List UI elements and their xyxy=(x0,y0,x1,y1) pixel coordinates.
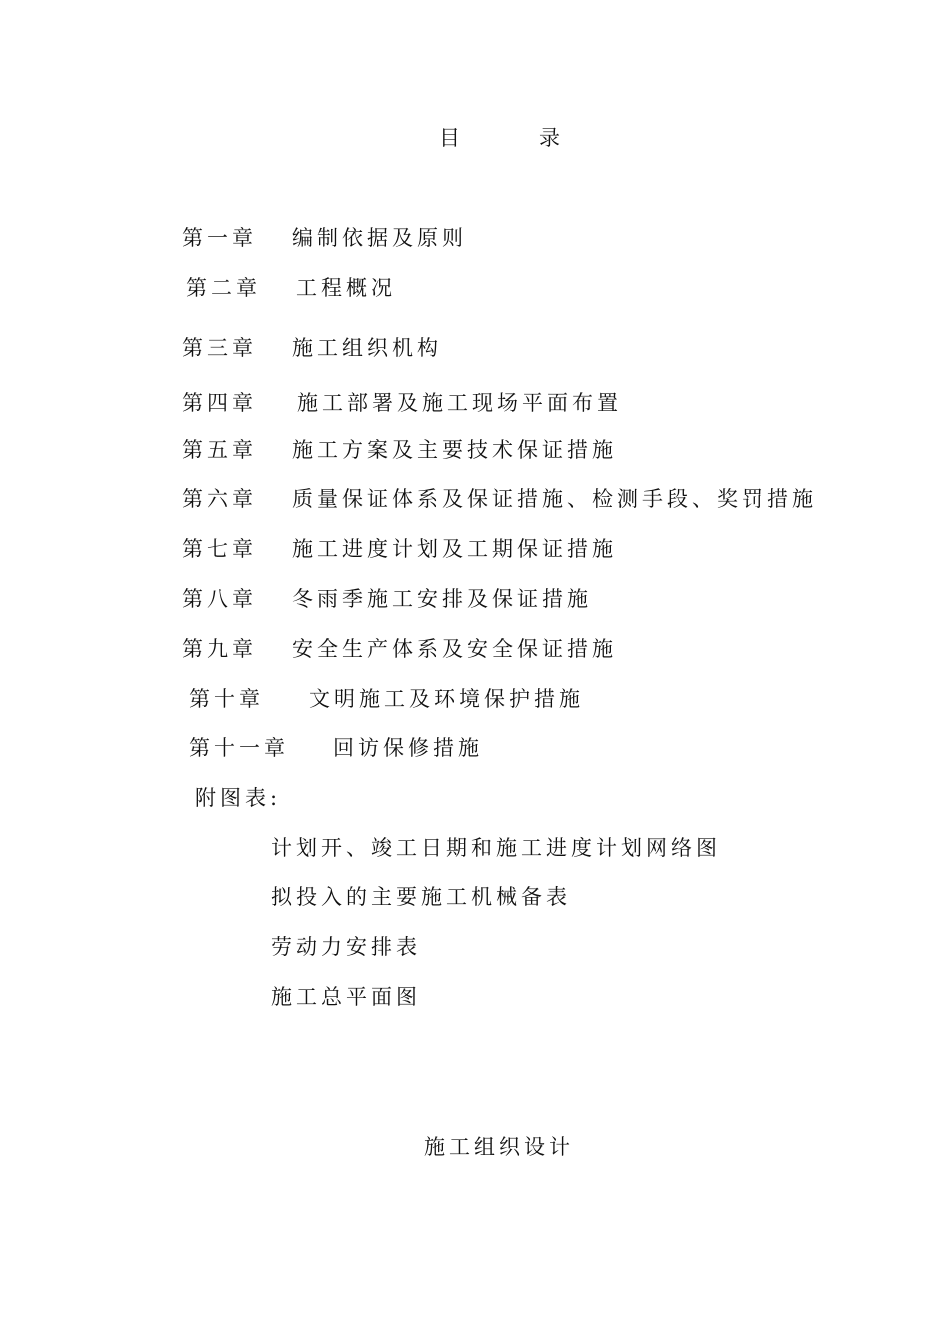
chapter-1-title: 编制依据及原则 xyxy=(292,226,467,250)
chapter-8-title: 冬雨季施工安排及保证措施 xyxy=(292,587,592,611)
chapter-7-title: 施工进度计划及工期保证措施 xyxy=(292,537,617,561)
chapter-9-title: 安全生产体系及安全保证措施 xyxy=(292,637,617,661)
chapter-8-number: 第八章 xyxy=(182,587,257,611)
chapter-2-number: 第二章 xyxy=(186,276,261,300)
chapter-2-title: 工程概况 xyxy=(296,276,396,300)
chapter-4-title: 施工部署及施工现场平面布置 xyxy=(297,391,622,415)
chapter-1-number: 第一章 xyxy=(182,226,257,250)
chapter-10-title: 文明施工及环境保护措施 xyxy=(309,687,584,711)
chapter-5-number: 第五章 xyxy=(182,438,257,462)
chapter-5-title: 施工方案及主要技术保证措施 xyxy=(292,438,617,462)
appendix-item-3: 劳动力安排表 xyxy=(271,935,421,959)
chapter-3-number: 第三章 xyxy=(182,336,257,360)
appendix-item-2: 拟投入的主要施工机械备表 xyxy=(271,885,571,909)
chapter-11-number: 第十一章 xyxy=(189,736,289,760)
chapter-9-number: 第九章 xyxy=(182,637,257,661)
appendix-item-4: 施工总平面图 xyxy=(271,985,421,1009)
toc-title-right: 录 xyxy=(539,126,560,150)
chapter-4-number: 第四章 xyxy=(182,391,257,415)
toc-title-left: 目 xyxy=(439,126,460,150)
chapter-11-title: 回访保修措施 xyxy=(333,736,483,760)
footer-heading: 施工组织设计 xyxy=(424,1135,574,1159)
appendix-label: 附图表: xyxy=(195,786,282,810)
chapter-6-number: 第六章 xyxy=(182,487,257,511)
appendix-item-1: 计划开、竣工日期和施工进度计划网络图 xyxy=(271,836,721,860)
chapter-7-number: 第七章 xyxy=(182,537,257,561)
chapter-6-title: 质量保证体系及保证措施、检测手段、奖罚措施 xyxy=(292,487,817,511)
chapter-3-title: 施工组织机构 xyxy=(292,336,442,360)
chapter-10-number: 第十章 xyxy=(189,687,264,711)
